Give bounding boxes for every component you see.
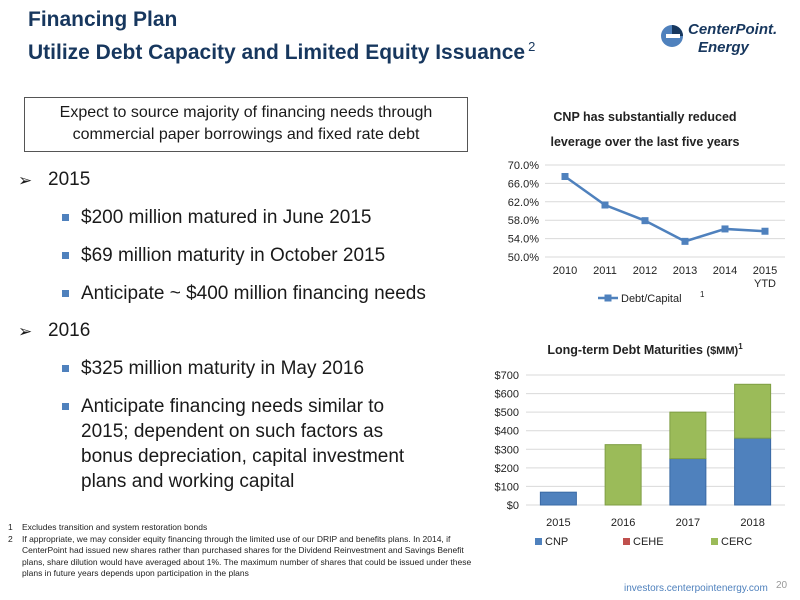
bullet-list bbox=[18, 160, 468, 494]
logo-text-line2: Energy bbox=[698, 39, 749, 56]
x-tick-label: 2015 bbox=[546, 517, 571, 529]
maturities-chart-title-sup: 1 bbox=[738, 342, 743, 351]
square-bullet-icon bbox=[62, 252, 69, 259]
maturities-bar-chart bbox=[480, 365, 795, 560]
legend-footnote-marker: 1 bbox=[700, 290, 705, 299]
footnote-2 bbox=[8, 534, 488, 580]
footnotes bbox=[8, 522, 488, 580]
page-title bbox=[28, 6, 535, 66]
legend-swatch-cnp bbox=[535, 538, 542, 545]
bar-segment-cerc bbox=[605, 445, 641, 505]
x-tick-label: 2013 bbox=[672, 265, 698, 277]
bullet-2016 bbox=[18, 319, 468, 343]
leverage-chart-title bbox=[490, 105, 800, 155]
logo-text-line1: CenterPoint. bbox=[688, 21, 778, 38]
x-tick-label: 2010 bbox=[552, 265, 578, 277]
legend-marker bbox=[605, 295, 612, 302]
maturities-chart-title bbox=[490, 342, 800, 357]
y-tick-label: $100 bbox=[494, 481, 519, 494]
bar-segment-cnp bbox=[670, 459, 706, 505]
bar-segment-cnp bbox=[540, 492, 576, 505]
sub-bullet-text: $325 million maturity in May 2016 bbox=[81, 358, 365, 379]
sub-bullet-text: $200 million matured in June 2015 bbox=[81, 207, 372, 228]
x-tick-label: YTD bbox=[754, 278, 776, 290]
data-point bbox=[682, 238, 689, 245]
title-line-2 bbox=[28, 33, 535, 66]
data-point bbox=[562, 173, 569, 180]
footnote-text: If appropriate, we may consider equity financing through the limited use of our DRIP and benefits plans. In 2014, if CenterPoint had issued new shares rather than purchased shares for the Dividend Reinvestment and Savings Benefit plans, share dilution would have averaged about 1%. The maximum number of shares that could be issued under these plans in future years depends upon participation in the plans bbox=[22, 533, 472, 578]
y-tick-label: $700 bbox=[494, 370, 519, 382]
square-bullet-icon bbox=[62, 290, 69, 297]
footnote-text: Excludes transition and system restoration bonds bbox=[22, 522, 208, 532]
y-tick-label: 50.0% bbox=[507, 252, 539, 264]
series-line-debt-capital bbox=[565, 177, 765, 242]
data-point bbox=[722, 225, 729, 232]
footnote-number: 1 bbox=[8, 522, 13, 532]
y-tick-label: 58.0% bbox=[507, 215, 539, 228]
footnote-number: 2 bbox=[8, 533, 13, 544]
square-bullet-icon bbox=[62, 403, 69, 410]
leverage-chart-title-line2: leverage over the last five years bbox=[550, 135, 740, 149]
y-tick-label: 70.0% bbox=[507, 160, 539, 172]
y-tick-label: 54.0% bbox=[507, 233, 539, 246]
leverage-chart-title-line1: CNP has substantially reduced bbox=[553, 110, 737, 124]
bullet-label: 2015 bbox=[48, 169, 91, 190]
bar-segment-cnp bbox=[735, 438, 771, 505]
footnote-1 bbox=[8, 522, 488, 534]
legend-label: CNP bbox=[545, 536, 569, 548]
bullet-label: 2016 bbox=[48, 320, 91, 341]
bullet-2015 bbox=[18, 168, 468, 192]
y-tick-label: 62.0% bbox=[507, 196, 539, 209]
centerpoint-energy-logo bbox=[660, 10, 790, 66]
x-tick-label: 2014 bbox=[712, 265, 738, 277]
x-tick-label: 2016 bbox=[610, 517, 636, 529]
callout-line-2: commercial paper borrowings and fixed rate debt bbox=[72, 126, 420, 143]
y-tick-label: 66.0% bbox=[507, 178, 539, 191]
sub-bullet-text: Anticipate financing needs similar to 2015; dependent on such factors as bonus depreciation, capital investment plans and working capital bbox=[81, 396, 405, 492]
legend-label: CEHE bbox=[633, 536, 664, 548]
y-tick-label: $200 bbox=[494, 462, 519, 475]
website-link[interactable]: investors.centerpointenergy.com bbox=[624, 583, 768, 594]
y-tick-label: $300 bbox=[494, 444, 519, 457]
sub-bullet bbox=[18, 394, 411, 494]
square-bullet-icon bbox=[62, 365, 69, 372]
title-line-2-text: Utilize Debt Capacity and Limited Equity Issuance bbox=[28, 41, 526, 64]
title-footnote-marker: 2 bbox=[528, 39, 536, 54]
legend-label: CERC bbox=[721, 536, 753, 548]
y-tick-label: $600 bbox=[494, 388, 519, 401]
sub-bullet bbox=[18, 205, 468, 230]
data-point bbox=[602, 202, 609, 209]
sub-bullet bbox=[18, 243, 468, 268]
bar-segment-cerc bbox=[735, 384, 771, 438]
x-tick-label: 2017 bbox=[675, 517, 701, 529]
sub-bullet bbox=[18, 281, 468, 306]
bar-segment-cerc bbox=[670, 412, 706, 458]
sub-bullet bbox=[18, 356, 468, 381]
x-tick-label: 2011 bbox=[593, 265, 617, 277]
sub-bullet-text: Anticipate ~ $400 million financing needs bbox=[81, 283, 426, 304]
y-tick-label: $400 bbox=[494, 425, 519, 438]
data-point bbox=[642, 217, 649, 224]
title-line-1: Financing Plan bbox=[28, 8, 178, 31]
legend-label: Debt/Capital bbox=[621, 293, 682, 305]
sub-bullet-text: $69 million maturity in October 2015 bbox=[81, 245, 386, 266]
x-tick-label: 2012 bbox=[632, 265, 658, 277]
y-tick-label: $500 bbox=[494, 407, 519, 420]
arrow-bullet-icon: ➢ bbox=[18, 322, 33, 341]
arrow-bullet-icon: ➢ bbox=[18, 171, 33, 190]
legend-swatch-cehe bbox=[623, 538, 630, 545]
maturities-chart-title-unit: ($MM) bbox=[706, 345, 739, 358]
x-tick-label: 2018 bbox=[740, 517, 765, 529]
data-point bbox=[762, 228, 769, 235]
square-bullet-icon bbox=[62, 214, 69, 221]
leverage-line-chart bbox=[490, 155, 795, 315]
x-tick-label: 2015 bbox=[752, 265, 778, 277]
legend-swatch-cerc bbox=[711, 538, 718, 545]
y-tick-label: $0 bbox=[506, 500, 519, 512]
maturities-chart-title-main: Long-term Debt Maturities bbox=[547, 343, 703, 358]
page-number: 20 bbox=[776, 580, 788, 591]
callout-line-1: Expect to source majority of financing needs through bbox=[59, 104, 433, 121]
callout-box bbox=[24, 97, 468, 152]
